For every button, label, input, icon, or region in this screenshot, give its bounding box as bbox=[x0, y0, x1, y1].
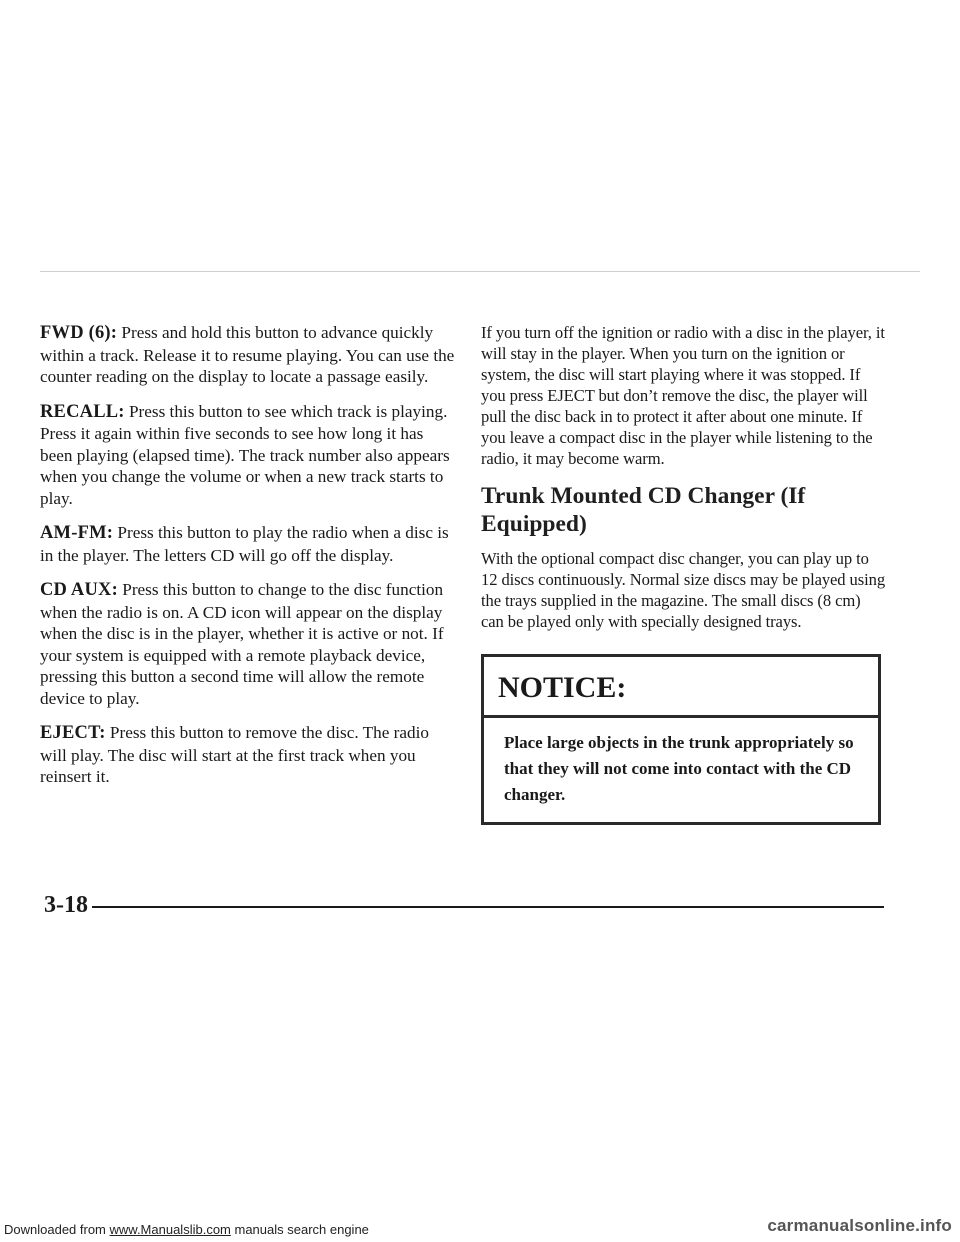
paragraph-cd-aux bbox=[40, 579, 455, 709]
top-rule bbox=[40, 271, 920, 272]
right-column bbox=[481, 322, 886, 825]
source-suffix: manuals search engine bbox=[230, 1222, 369, 1237]
desc-eject: Press this button to remove the disc. The radio will play. The disc will start at the first track when you reinsert it. bbox=[40, 723, 429, 786]
term-cd-aux: CD AUX: bbox=[40, 580, 118, 600]
term-eject: EJECT: bbox=[40, 723, 106, 743]
left-column bbox=[40, 322, 455, 801]
paragraph-fwd bbox=[40, 322, 455, 388]
desc-fwd: Press and hold this button to advance quickly within a track. Release it to resume playing. You can use the counter reading on the display to locate a passage easily. bbox=[40, 323, 455, 386]
term-am-fm: AM-FM: bbox=[40, 523, 114, 543]
notice-box bbox=[481, 654, 881, 825]
paragraph-recall bbox=[40, 401, 455, 510]
notice-body: Place large objects in the trunk appropriately so that they will not come into contact with the CD changer. bbox=[504, 733, 854, 804]
desc-am-fm: Press this button to play the radio when a disc is in the player. The letters CD will go off the display. bbox=[40, 523, 449, 565]
paragraph-cd-changer: With the optional compact disc changer, you can play up to 12 discs continuously. Normal size discs may be played using the trays supplied in the magazine. The small discs (8 cm) can be played only with specially designed trays. bbox=[481, 549, 886, 631]
footer-rule bbox=[92, 906, 884, 908]
section-heading: Trunk Mounted CD Changer (If Equipped) bbox=[481, 483, 806, 537]
source-prefix: Downloaded from bbox=[4, 1222, 110, 1237]
paragraph-am-fm bbox=[40, 522, 455, 566]
page-number: 3-18 bbox=[44, 892, 88, 918]
term-recall: RECALL: bbox=[40, 401, 125, 422]
desc-cd-aux: Press this button to change to the disc function when the radio is on. A CD icon will appear on the display when the disc is in the player, whether it is active or not. If your system is equipped with a remote playback device, pressing this button a second time will allow the remote device to play. bbox=[40, 580, 444, 708]
manualslib-link[interactable]: www.Manualslib.com bbox=[109, 1222, 231, 1237]
notice-title: NOTICE: bbox=[484, 657, 878, 718]
desc-recall: Press this button to see which track is playing. Press it again within five seconds to see how long it has been playing (elapsed time). The track number also appears when you change the volume or when a new track starts to play. bbox=[40, 401, 450, 508]
paragraph-eject bbox=[40, 722, 455, 788]
term-fwd: FWD (6): bbox=[40, 323, 118, 343]
watermark: carmanualsonline.info bbox=[767, 1216, 952, 1235]
paragraph-disc-retention: If you turn off the ignition or radio with a disc in the player, it will stay in the player. When you turn on the ignition or system, the disc will start playing where it was stopped. If you press EJECT but don’t remove the disc, the player will pull the disc back in to protect it after about one minute. If you leave a compact disc in the player while listening to the radio, it may become warm. bbox=[481, 323, 885, 468]
source-banner bbox=[4, 1222, 369, 1237]
